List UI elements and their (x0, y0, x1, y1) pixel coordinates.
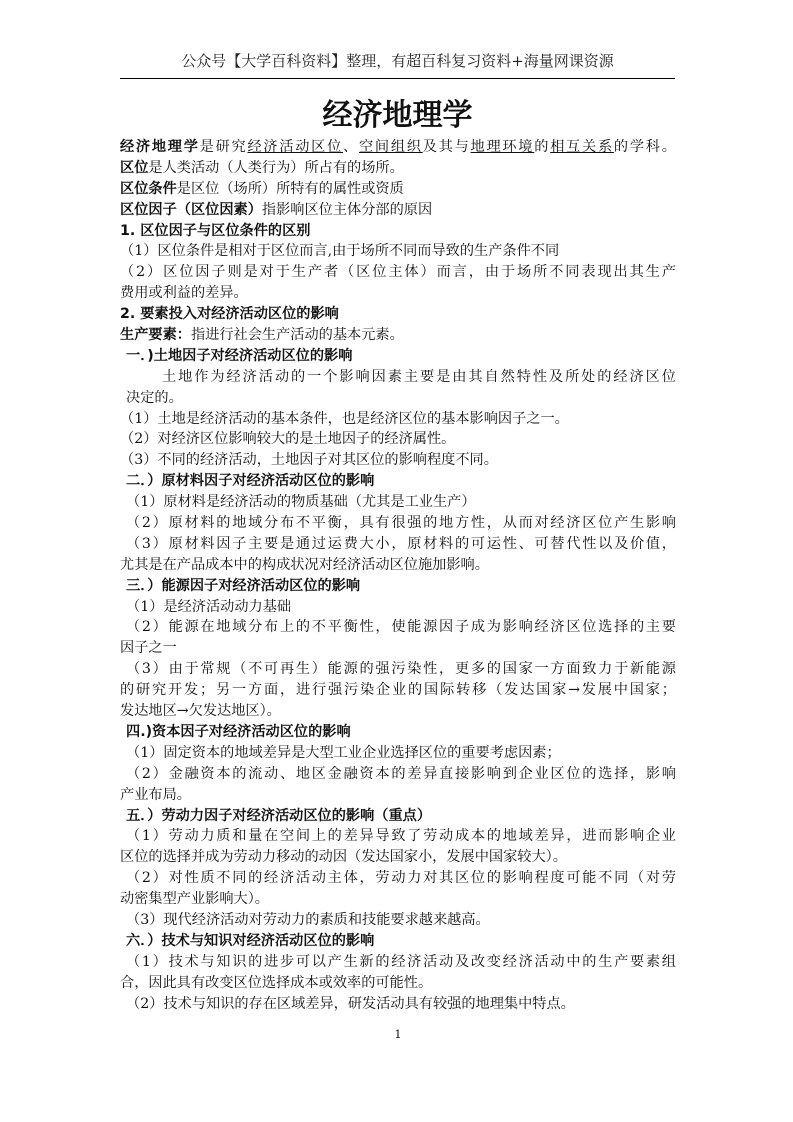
bold-term: 区位 (120, 159, 149, 176)
bold-term: 四.)资本因子对经济活动区位的影响 (126, 723, 351, 740)
text-line (120, 555, 676, 576)
text-segment: 区位的选择并成为劳动力移动的动因（发达国家小，发展中国家较大）。 (120, 849, 567, 866)
text-segment: 合，因此具有改变区位选择成本或效率的可能性。 (120, 974, 433, 991)
text-line (120, 325, 676, 346)
text-line (120, 262, 676, 283)
text-segment: 产业布局。 (120, 786, 191, 803)
text-line (120, 429, 676, 450)
text-line (120, 994, 676, 1015)
text-line (120, 200, 676, 221)
text-segment: （2）对经济区位影响较大的是土地因子的经济属性。 (120, 431, 456, 448)
text-line (120, 617, 676, 638)
bold-term: 生产要素： (120, 327, 191, 344)
text-segment: （1）区位条件是相对于区位而言,由于场所不同而导致的生产条件不同 (120, 243, 560, 260)
text-line (120, 513, 676, 534)
text-line (120, 868, 676, 889)
page-header: 公众号【大学百科资料】整理，有超百科复习资料+海量网课资源 (181, 52, 614, 70)
section-heading (120, 471, 676, 492)
text-line (120, 764, 676, 785)
text-segment: （3）由于常规（不可再生）能源的强污染性，更多的国家一方面致力于新能源 (126, 661, 676, 678)
text-line (120, 492, 676, 513)
text-line (120, 638, 676, 659)
text-segment: 是区位（场所）所特有的属性或资质 (176, 180, 404, 197)
text-segment: （2）技术与知识的存在区域差异，研发活动具有较强的地理集中特点。 (126, 995, 575, 1012)
text-segment: （3）不同的经济活动，土地因子对其区位的影响程度不同。 (120, 452, 498, 469)
text-segment: 、 (343, 139, 359, 155)
text-line (120, 910, 676, 931)
text-line (120, 743, 676, 764)
bold-term: 六．）技术与知识对经济活动区位的影响 (126, 932, 375, 949)
bold-term: 1. 区位因子与区位条件的区别 (120, 222, 311, 239)
bold-term: 2. 要素投入对经济活动区位的影响 (120, 306, 339, 323)
section-heading (120, 931, 676, 952)
text-segment: （2）金融资本的流动、地区金融资本的差异直接影响到企业区位的选择，影响 (126, 765, 676, 782)
text-segment: 的研究开发；另一方面，进行强污染企业的国际转移（发达国家→发展中国家； (120, 682, 676, 699)
text-line (120, 952, 676, 973)
text-segment: 指影响区位主体分部的原因 (261, 201, 433, 218)
text-line (120, 680, 676, 701)
text-segment: （2）区位因子则是对于生产者（区位主体）而言，由于场所不同表现出其生产 (120, 264, 676, 281)
underlined-term: 相互关系 (550, 139, 614, 155)
text-segment: 是人类活动（人类行为）所占有的场所。 (148, 159, 404, 176)
text-line (120, 973, 676, 994)
bold-term: 五．）劳动力因子对经济活动区位的影响（重点） (126, 807, 432, 824)
section-heading (120, 576, 676, 597)
text-segment: （3）原材料因子主要是通过运费大小，原材料的可运性、可替代性以及价值， (126, 535, 676, 552)
text-segment: 土地作为经济活动的一个影响因素主要是由其自然特性及所处的经济区位 (162, 368, 676, 385)
text-line (120, 158, 676, 179)
text-segment: （1）是经济活动动力基础 (126, 598, 292, 615)
bold-term: 区位条件 (120, 180, 177, 197)
section-heading (120, 304, 676, 325)
text-segment: 决定的。 (126, 389, 183, 406)
text-segment: （1）土地是经济活动的基本条件，也是经济区位的基本影响因子之一。 (120, 410, 569, 427)
text-segment: （2）原材料的地域分布不平衡，具有很强的地方性，从而对经济区位产生影响 (126, 515, 676, 532)
text-line (120, 659, 676, 680)
section-heading (120, 806, 676, 827)
text-segment: 尤其是在产品成本中的构成状况对经济活动区位施加影响。 (120, 556, 489, 573)
text-line (120, 534, 676, 555)
text-line (120, 137, 676, 158)
text-line (120, 826, 676, 847)
text-line (120, 283, 676, 304)
underlined-term: 空间组织 (358, 139, 423, 155)
text-line (120, 388, 676, 409)
text-line (120, 889, 676, 910)
text-segment: （1）固定资本的地域差异是大型工业企业选择区位的重要考虑因素； (126, 744, 561, 761)
underlined-term: 经济活动区位 (247, 139, 344, 155)
text-segment: （2）能源在地域分布上的不平衡性，使能源因子成为影响经济区位选择的主要 (126, 619, 676, 636)
bold-term: 三．）能源因子对经济活动区位的影响 (126, 577, 361, 594)
text-segment: 的 (534, 139, 551, 155)
text-segment: （2）对性质不同的经济活动主体，劳动力对其区位的影响程度可能不同（对劳 (126, 870, 676, 887)
text-line (120, 847, 676, 868)
text-segment: 指进行社会生产活动的基本元素。 (190, 327, 404, 344)
text-line (120, 179, 676, 200)
text-segment: 动密集型产业影响大）。 (120, 891, 269, 908)
text-segment: （1）劳动力质和量在空间上的差异导致了劳动成本的地域差异，进而影响企业 (126, 828, 676, 845)
text-line (120, 409, 676, 430)
text-segment: 及其与 (422, 139, 471, 155)
document-title: 经济地理学 (322, 98, 473, 133)
text-segment: 因子之一 (120, 640, 177, 657)
section-heading (120, 346, 676, 367)
bold-term: 经济地理学 (120, 139, 200, 155)
text-line (120, 367, 676, 388)
section-heading (120, 722, 676, 743)
text-segment: 费用或利益的差异。 (120, 285, 248, 302)
text-line (120, 450, 676, 471)
page-number: 1 (394, 1028, 402, 1041)
text-segment: （3）现代经济活动对劳动力的素质和技能要求越来越高。 (126, 911, 490, 928)
text-segment: （1）原材料是经济活动的物质基础（尤其是工业生产） (126, 494, 476, 511)
text-segment: （1）技术与知识的进步可以产生新的经济活动及改变经济活动中的生产要素组 (126, 953, 676, 970)
bold-term: 二．）原材料因子对经济活动区位的影响 (126, 473, 375, 490)
text-line (120, 701, 676, 722)
bold-term: 一．)土地因子对经济活动区位的影响 (126, 347, 353, 364)
document-body (120, 137, 676, 1014)
text-segment: 的学科。 (613, 139, 676, 155)
text-line (120, 785, 676, 806)
text-segment: 是研究 (199, 139, 248, 155)
text-line (120, 597, 676, 618)
bold-term: 区位因子（区位因素） (120, 201, 262, 218)
text-segment: 发达地区→欠发达地区）。 (120, 703, 281, 720)
header-divider (120, 78, 675, 79)
text-line (120, 241, 676, 262)
underlined-term: 地理环境 (470, 139, 535, 155)
section-heading (120, 221, 676, 242)
